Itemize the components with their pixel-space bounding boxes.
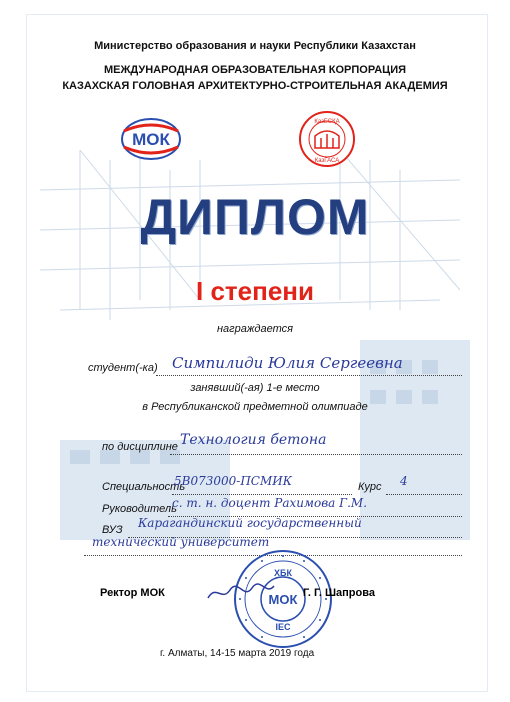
student-label: студент(-ка)	[88, 362, 158, 374]
corporation-heading: МЕЖДУНАРОДНАЯ ОБРАЗОВАТЕЛЬНАЯ КОРПОРАЦИЯ	[103, 64, 407, 76]
signer-name: Г. Г. Шапрова	[303, 587, 375, 599]
discipline-line	[170, 454, 462, 455]
course-value: 4	[400, 474, 408, 488]
awarded-text: награждается	[216, 323, 293, 335]
place-text: занявший(-ая) 1-е место	[190, 382, 320, 394]
student-line	[156, 375, 462, 376]
specialty-line	[172, 494, 352, 495]
olympiad-text: в Республиканской предметной олимпиаде	[142, 401, 368, 413]
mok-logo	[120, 115, 182, 163]
place-and-date: г. Алматы, 14-15 марта 2019 года	[160, 648, 315, 659]
kazgasa-logo-top-text: ҚазБСҚА	[314, 119, 340, 125]
discipline-value: Технология бетона	[180, 432, 327, 448]
kazgasa-logo-bottom-text: КазГАСА	[314, 158, 340, 164]
stamp-top-text: ХБК	[274, 568, 292, 578]
course-line	[386, 494, 462, 495]
supervisor-label: Руководитель	[102, 503, 177, 515]
diploma-degree: I степени	[196, 276, 314, 306]
specialty-value: 5В073000-ПСМИК	[174, 474, 293, 488]
rector-label: Ректор МОК	[100, 587, 165, 599]
university-label: ВУЗ	[102, 524, 123, 536]
kazgasa-logo	[298, 110, 356, 168]
diploma-title: ДИПЛОМ	[140, 189, 370, 245]
academy-heading: КАЗАХСКАЯ ГОЛОВНАЯ АРХИТЕКТУРНО-СТРОИТЕЛЬНАЯ АКАДЕМИЯ	[62, 80, 448, 92]
student-name: Симпилиди Юлия Сергеевна	[172, 354, 403, 372]
rector-signature	[206, 580, 276, 606]
specialty-label: Специальность	[102, 481, 186, 493]
supervisor-value: с. т. н. доцент Рахимова Г.М.	[172, 496, 368, 510]
university-value-line-1: Карагандинский государственный	[138, 516, 362, 530]
mok-logo-text: МОК	[132, 130, 170, 149]
course-label: Курс	[358, 481, 382, 493]
university-value-line-2: технический университет	[92, 535, 270, 549]
discipline-label: по дисциплине	[102, 441, 178, 453]
stamp-bottom-text: IEC	[275, 622, 291, 632]
ministry-heading: Министерство образования и науки Республики Казахстан	[94, 40, 416, 52]
stamp-center-text: МОК	[268, 592, 298, 607]
